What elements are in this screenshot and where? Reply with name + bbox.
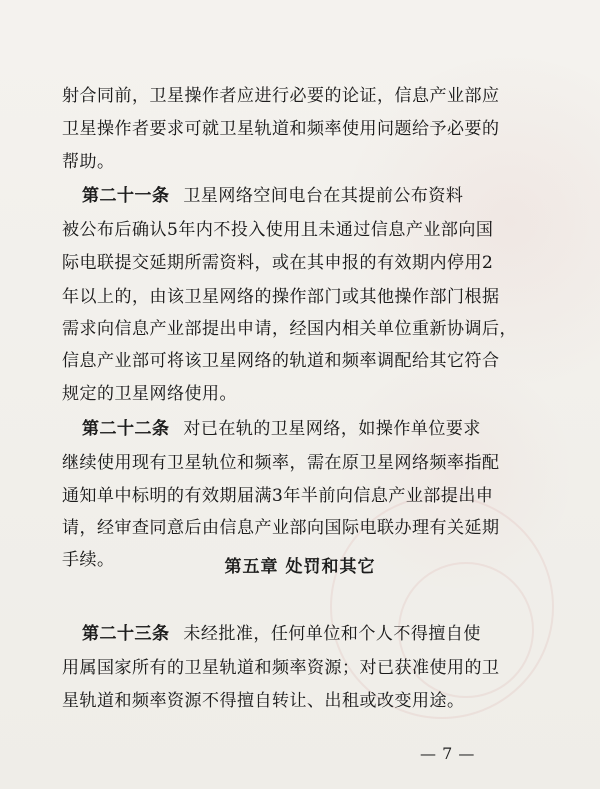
- text-line-3: 帮助。: [62, 152, 115, 172]
- article-22-line-1: [82, 421, 552, 438]
- article-22-line-2: 继续使用现有卫星轨位和频率，需在原卫星网络频率指配: [62, 453, 500, 473]
- article-23-line-1: [82, 626, 552, 643]
- article-21-line-5: 需求向信息产业部提出申请，经国内相关单位重新协调后，: [62, 319, 517, 339]
- article-22-heading: 第二十二条: [82, 419, 170, 439]
- chapter-heading: 第五章 处罚和其它: [224, 557, 376, 577]
- article-23-line-2: 用属国家所有的卫星轨道和频率资源；对已获准使用的卫: [62, 658, 500, 678]
- article-23-line-3: 星轨道和频率资源不得擅自转让、出租或改变用途。: [62, 691, 465, 711]
- article-23-heading: 第二十三条: [82, 624, 170, 644]
- article-21-body-1: 卫星网络空间电台在其提前公布资料: [183, 186, 464, 206]
- article-22-line-4: 请，经审查同意后由信息产业部向国际电联办理有关延期: [62, 518, 500, 538]
- article-21-line-1: [82, 188, 552, 205]
- article-21-line-4: 年以上的，由该卫星网络的操作部门或其他操作部门根据: [62, 287, 500, 307]
- text-line-2: 卫星操作者要求可就卫星轨道和频率使用问题给予必要的: [62, 119, 500, 139]
- article-21-line-7: 规定的卫星网络使用。: [62, 384, 237, 404]
- article-21-line-6: 信息产业部可将该卫星网络的轨道和频率调配给其它符合: [62, 351, 500, 371]
- article-21-line-2: 被公布后确认5年内不投入使用且未通过信息产业部向国: [62, 220, 494, 240]
- article-22-body-1: 对已在轨的卫星网络，如操作单位要求: [183, 419, 481, 439]
- article-23-body-1: 未经批准，任何单位和个人不得擅自使: [183, 624, 481, 644]
- article-22-line-3: 通知单中标明的有效期届满3年半前向信息产业部提出申: [62, 486, 494, 506]
- text-line-1: 射合同前，卫星操作者应进行必要的论证，信息产业部应: [62, 86, 500, 106]
- article-21-line-3: 际电联提交延期所需资料，或在其申报的有效期内停用2: [62, 253, 494, 273]
- article-21-heading: 第二十一条: [82, 186, 170, 206]
- article-22-line-5: 手续。: [62, 550, 115, 570]
- page-number: — 7 —: [420, 744, 475, 763]
